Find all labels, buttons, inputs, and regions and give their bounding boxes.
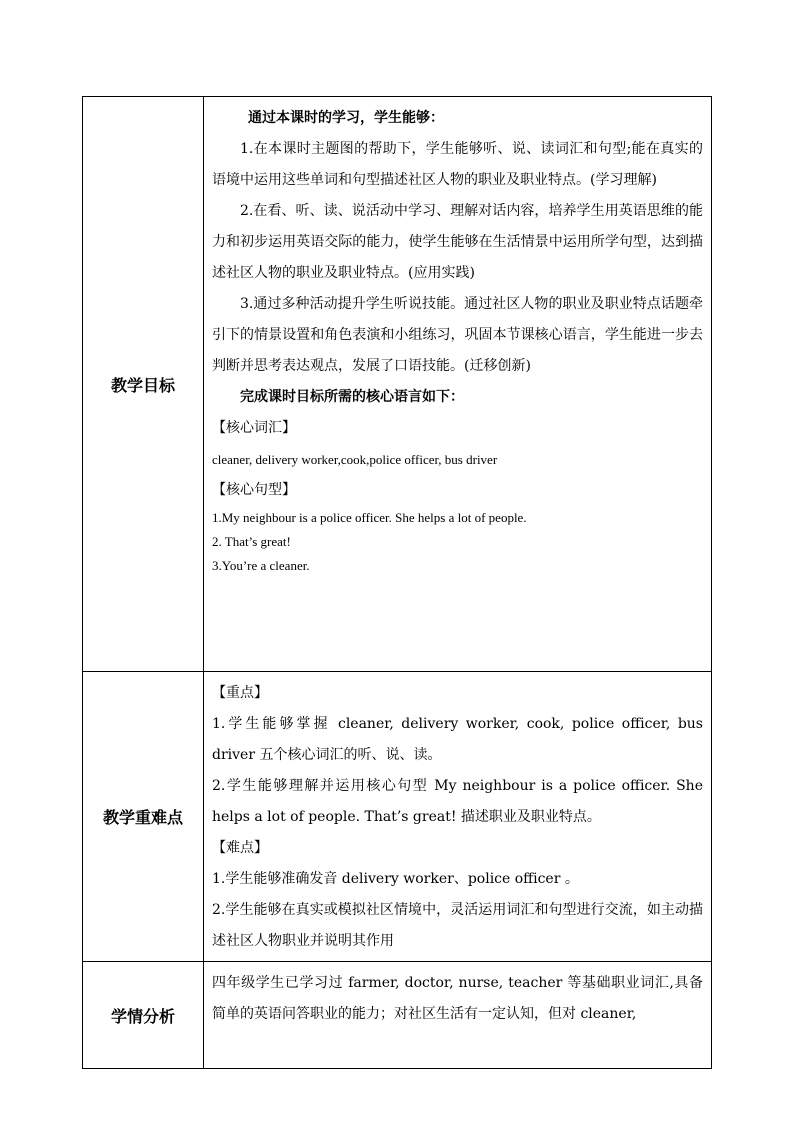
goal-item-2: 2.在看、听、读、说活动中学习、理解对话内容，培养学生用英语思维的能力和初步运用英语交际的能力，使学生能够在生活情景中运用所学句型，达到描述社区人物的职业及职业特点。(应用实践) — [212, 203, 703, 281]
core-vocab-heading: 【核心词汇】 — [212, 420, 296, 436]
core-sentence-heading: 【核心句型】 — [212, 482, 296, 498]
key-item-2: 2.学生能够理解并运用核心句型 My neighbour is a police officer. She helps a lot of people. That’s great! 描述职业及职业特点。 — [212, 778, 703, 825]
teaching-goals-content — [204, 97, 712, 672]
core-sentence-3: 3.You’re a cleaner. — [212, 558, 310, 573]
key-heading: 【重点】 — [212, 685, 268, 701]
goal-item-1: 1.在本课时主题图的帮助下，学生能够听、说、读词汇和句型;能在真实的语境中运用这些单词和句型描述社区人物的职业及职业特点。(学习理解) — [212, 141, 703, 188]
learner-analysis-label: 学情分析 — [83, 962, 204, 1069]
teaching-goals-row — [83, 97, 712, 672]
key-points-label: 教学重难点 — [83, 672, 204, 962]
difficult-heading: 【难点】 — [212, 840, 268, 856]
key-points-content — [204, 672, 712, 962]
learner-analysis-row — [83, 962, 712, 1069]
core-vocab-list: cleaner, delivery worker,cook,police officer, bus driver — [212, 452, 498, 467]
core-sentence-1: 1.My neighbour is a police officer. She helps a lot of people. — [212, 510, 527, 525]
key-points-row — [83, 672, 712, 962]
key-item-1: 1.学生能够掌握 cleaner, delivery worker, cook, police officer, bus driver 五个核心词汇的听、说、读。 — [212, 716, 703, 763]
difficult-item-2: 2.学生能够在真实或模拟社区情境中，灵活运用词汇和句型进行交流，如主动描述社区人物职业并说明其作用 — [212, 902, 703, 949]
goals-intro: 通过本课时的学习，学生能够： — [248, 110, 444, 126]
core-sentence-2: 2. That’s great! — [212, 534, 291, 549]
learner-analysis-text: 四年级学生已学习过 farmer, doctor, nurse, teacher 等基础职业词汇,具备简单的英语问答职业的能力；对社区生活有一定认知，但对 cleaner, — [212, 975, 703, 1022]
core-language-intro: 完成课时目标所需的核心语言如下： — [240, 389, 464, 405]
lesson-plan-table — [82, 96, 712, 1069]
difficult-item-1: 1.学生能够准确发音 delivery worker、police officer 。 — [212, 871, 579, 887]
teaching-goals-label: 教学目标 — [83, 97, 204, 672]
learner-analysis-content — [204, 962, 712, 1069]
goal-item-3: 3.通过多种活动提升学生听说技能。通过社区人物的职业及职业特点话题牵引下的情景设置和角色表演和小组练习，巩固本节课核心语言，学生能进一步去判断并思考表达观点，发展了口语技能。(迁移创新) — [212, 296, 703, 374]
